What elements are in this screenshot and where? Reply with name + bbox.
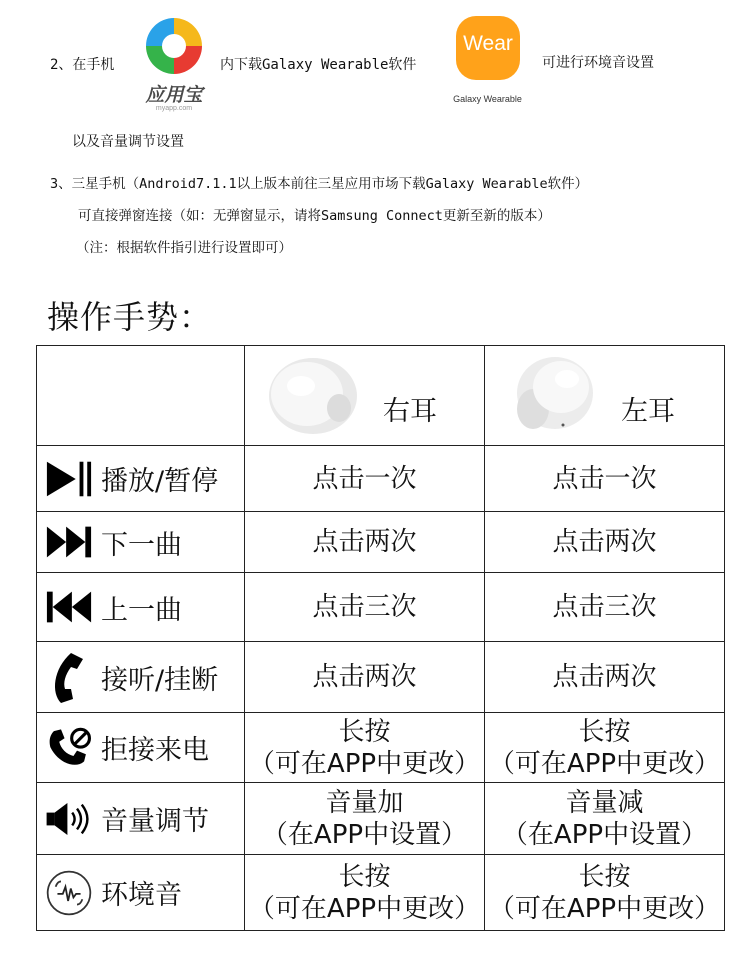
right-ear-gesture: 点击一次 bbox=[312, 463, 417, 494]
gesture-heading: 操作手势： bbox=[47, 298, 213, 336]
step3-note: （注：根据软件指引进行设置即可） bbox=[76, 240, 292, 256]
step2-prefix: 2、在手机 bbox=[50, 57, 115, 73]
step2-suffix: 可进行环境音设置 bbox=[542, 55, 654, 71]
left-ear-cell bbox=[485, 446, 725, 512]
appstore-logo-url: myapp.com bbox=[155, 105, 193, 112]
action-label: 播放/暂停 bbox=[101, 466, 219, 497]
phone-icon bbox=[45, 649, 93, 705]
action-cell bbox=[37, 446, 245, 512]
table-row bbox=[37, 573, 725, 642]
right-ear-gesture: 音量加 bbox=[325, 787, 404, 818]
action-cell bbox=[37, 642, 245, 713]
action-cell bbox=[37, 855, 245, 931]
right-ear-cell bbox=[245, 855, 485, 931]
header-left-ear bbox=[485, 346, 725, 446]
gesture-table bbox=[36, 345, 725, 931]
right-ear-gesture: 点击三次 bbox=[312, 592, 417, 622]
right-ear-cell bbox=[245, 512, 485, 573]
action-label: 接听/挂断 bbox=[101, 664, 219, 696]
left-earbud-icon bbox=[507, 355, 597, 437]
wear-logo-caption: Galaxy Wearable bbox=[453, 94, 522, 104]
left-ear-cell bbox=[485, 573, 725, 642]
left-ear-gesture-note: （可在APP中更改） bbox=[488, 893, 721, 924]
play-pause-icon bbox=[45, 459, 93, 499]
appstore-logo bbox=[138, 12, 210, 117]
volume-icon bbox=[45, 797, 93, 841]
next-track-icon bbox=[45, 524, 93, 560]
right-ear-gesture: 点击两次 bbox=[312, 662, 417, 692]
right-ear-gesture-note: （在APP中设置） bbox=[261, 819, 468, 850]
action-label: 环境音 bbox=[101, 880, 182, 911]
step2-line2: 以及音量调节设置 bbox=[72, 134, 184, 150]
left-ear-gesture: 点击三次 bbox=[552, 592, 657, 622]
action-cell bbox=[37, 713, 245, 783]
appstore-logo-icon bbox=[138, 12, 210, 80]
left-ear-gesture: 点击两次 bbox=[552, 662, 657, 692]
table-row bbox=[37, 855, 725, 931]
table-row bbox=[37, 446, 725, 512]
action-label: 上一曲 bbox=[101, 594, 182, 626]
right-ear-gesture: 长按 bbox=[338, 861, 391, 892]
step2-middle: 内下载Galaxy Wearable软件 bbox=[220, 57, 417, 73]
header-empty-cell bbox=[37, 346, 245, 446]
right-ear-gesture: 长按 bbox=[338, 716, 391, 747]
right-ear-gesture-note: （可在APP中更改） bbox=[248, 893, 481, 924]
left-ear-label: 左耳 bbox=[621, 396, 675, 427]
appstore-logo-name: 应用宝 bbox=[145, 84, 203, 106]
previous-track-icon bbox=[45, 589, 93, 625]
left-ear-gesture-note: （可在APP中更改） bbox=[488, 748, 721, 779]
right-ear-gesture-note: （可在APP中更改） bbox=[248, 748, 481, 779]
step3-line1: 3、三星手机（Android7.1.1以上版本前往三星应用市场下载Galaxy Wearable软件） bbox=[50, 176, 589, 192]
action-label: 拒接来电 bbox=[101, 735, 209, 766]
left-ear-gesture: 长按 bbox=[578, 716, 631, 747]
action-cell bbox=[37, 783, 245, 855]
left-ear-gesture: 点击一次 bbox=[552, 463, 657, 494]
right-ear-cell bbox=[245, 446, 485, 512]
right-ear-gesture: 点击两次 bbox=[312, 527, 417, 557]
table-header-row bbox=[37, 346, 725, 446]
right-ear-cell bbox=[245, 573, 485, 642]
header-right-ear bbox=[245, 346, 485, 446]
action-label: 音量调节 bbox=[101, 806, 209, 837]
right-ear-cell bbox=[245, 642, 485, 713]
right-ear-cell bbox=[245, 783, 485, 855]
left-ear-cell bbox=[485, 713, 725, 783]
left-ear-gesture: 点击两次 bbox=[552, 527, 657, 557]
action-cell bbox=[37, 573, 245, 642]
left-ear-gesture: 音量减 bbox=[565, 787, 644, 818]
action-label: 下一曲 bbox=[101, 529, 182, 561]
right-earbud-icon bbox=[267, 356, 359, 436]
table-row bbox=[37, 512, 725, 573]
right-ear-cell bbox=[245, 713, 485, 783]
ambient-sound-icon bbox=[45, 866, 93, 920]
left-ear-cell bbox=[485, 855, 725, 931]
left-ear-cell bbox=[485, 642, 725, 713]
step3-line2: 可直接弹窗连接（如：无弹窗显示，请将Samsung Connect更新至新的版本） bbox=[78, 208, 551, 224]
left-ear-gesture-note: （在APP中设置） bbox=[501, 819, 708, 850]
left-ear-cell bbox=[485, 512, 725, 573]
wear-logo-text: Wear bbox=[463, 32, 513, 55]
reject-call-icon bbox=[45, 723, 93, 773]
left-ear-cell bbox=[485, 783, 725, 855]
action-cell bbox=[37, 512, 245, 573]
galaxy-wearable-logo bbox=[440, 14, 535, 114]
table-row bbox=[37, 783, 725, 855]
table-row bbox=[37, 713, 725, 783]
table-row bbox=[37, 642, 725, 713]
left-ear-gesture: 长按 bbox=[578, 861, 631, 892]
right-ear-label: 右耳 bbox=[383, 396, 437, 427]
